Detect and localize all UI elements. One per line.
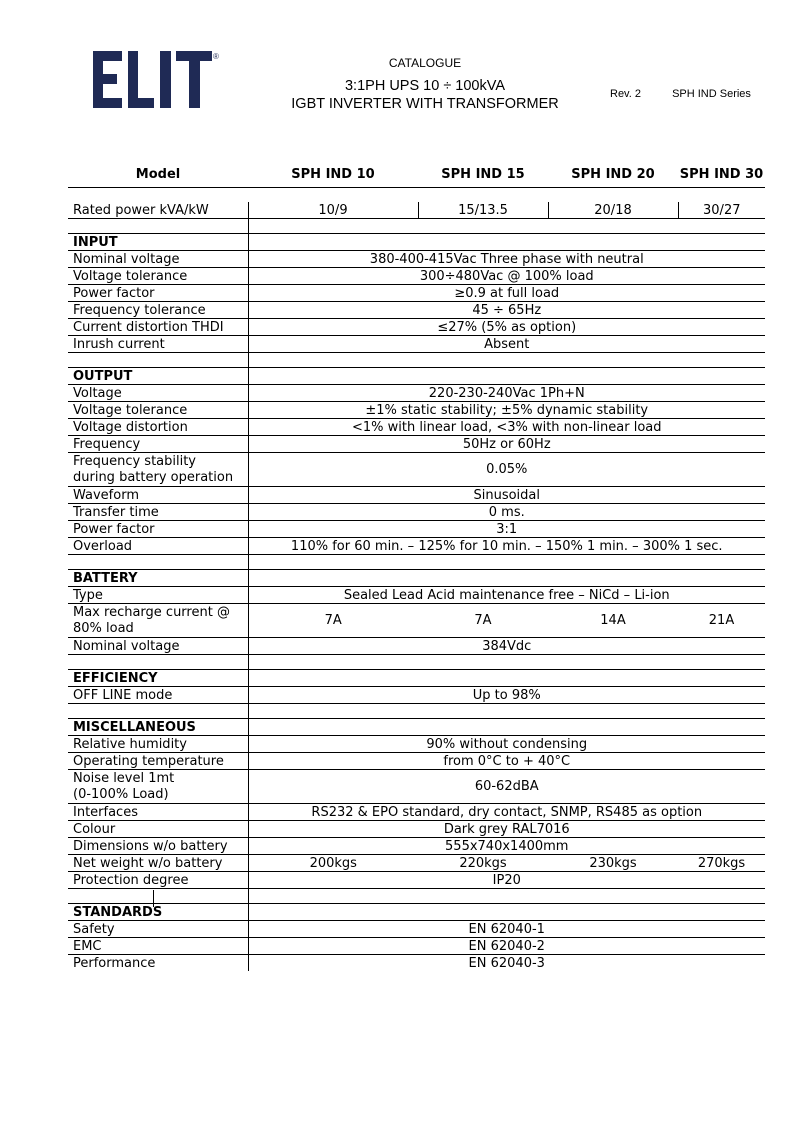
model-name: SPH IND 20 [548, 161, 678, 188]
row-label: Performance [68, 955, 248, 972]
row-value: 10/9 [248, 202, 418, 219]
revision-label: Rev. 2 [610, 88, 641, 100]
row-label: Nominal voltage [68, 251, 248, 268]
row-label: Protection degree [68, 872, 248, 889]
row-value: 14A [548, 604, 678, 638]
row-label: Nominal voltage [68, 638, 248, 655]
row-label: Voltage tolerance [68, 402, 248, 419]
row-label: Voltage [68, 385, 248, 402]
row-value: 20/18 [548, 202, 678, 219]
row-label: Frequency stability during battery operation [68, 453, 248, 487]
row-label: Max recharge current @ 80% load [68, 604, 248, 638]
row-label: Power factor [68, 285, 248, 302]
row-value: Up to 98% [248, 687, 765, 704]
row-value: EN 62040-1 [248, 921, 765, 938]
row-value: 50Hz or 60Hz [248, 436, 765, 453]
row-value: 7A [248, 604, 418, 638]
row-value: Sinusoidal [248, 487, 765, 504]
row-value: 384Vdc [248, 638, 765, 655]
model-label: Model [68, 161, 248, 188]
section-title-battery: BATTERY [68, 570, 248, 587]
row-label: Type [68, 587, 248, 604]
row-label: Voltage distortion [68, 419, 248, 436]
row-value: ≤27% (5% as option) [248, 319, 765, 336]
row-value: 60-62dBA [248, 770, 765, 804]
row-label: Frequency tolerance [68, 302, 248, 319]
series-label: SPH IND Series [672, 88, 751, 100]
spec-table [68, 161, 765, 971]
section-title-output: OUTPUT [68, 368, 248, 385]
row-value: Dark grey RAL7016 [248, 821, 765, 838]
row-value: <1% with linear load, <3% with non-linear load [248, 419, 765, 436]
row-value: 45 ÷ 65Hz [248, 302, 765, 319]
registered-mark: ® [213, 52, 219, 61]
model-header-row [68, 161, 765, 188]
elit-logo [93, 51, 221, 109]
row-label: Voltage tolerance [68, 268, 248, 285]
row-value: RS232 & EPO standard, dry contact, SNMP, RS485 as option [248, 804, 765, 821]
row-value: 270kgs [678, 855, 765, 872]
row-label: Current distortion THDI [68, 319, 248, 336]
model-name: SPH IND 30 [678, 161, 765, 188]
row-label: Noise level 1mt (0-100% Load) [68, 770, 248, 804]
row-value: 90% without condensing [248, 736, 765, 753]
section-title-misc: MISCELLANEOUS [68, 719, 248, 736]
row-label: Transfer time [68, 504, 248, 521]
row-value: ≥0.9 at full load [248, 285, 765, 302]
row-label: Relative humidity [68, 736, 248, 753]
row-value: Sealed Lead Acid maintenance free – NiCd – Li-ion [248, 587, 765, 604]
row-value: ±1% static stability; ±5% dynamic stability [248, 402, 765, 419]
row-label: Overload [68, 538, 248, 555]
row-value: 300÷480Vac @ 100% load [248, 268, 765, 285]
row-label: Dimensions w/o battery [68, 838, 248, 855]
row-label: Power factor [68, 521, 248, 538]
row-label: EMC [68, 938, 248, 955]
row-label: OFF LINE mode [68, 687, 248, 704]
row-value: 7A [418, 604, 548, 638]
title-line-1: 3:1PH UPS 10 ÷ 100kVA [344, 78, 506, 94]
row-value: 220kgs [418, 855, 548, 872]
section-title-standards: STANDARDS [68, 904, 248, 921]
row-value: 230kgs [548, 855, 678, 872]
row-value: EN 62040-3 [468, 955, 545, 971]
title-line-2: IGBT INVERTER WITH TRANSFORMER [291, 96, 559, 112]
row-label: Safety [68, 921, 248, 938]
model-name: SPH IND 15 [418, 161, 548, 188]
row-value: 200kgs [248, 855, 418, 872]
section-title-input: INPUT [68, 234, 248, 251]
row-value: Absent [248, 336, 765, 353]
row-value: 3:1 [248, 521, 765, 538]
row-label: Interfaces [68, 804, 248, 821]
row-label: Frequency [68, 436, 248, 453]
row-value: 380-400-415Vac Three phase with neutral [248, 251, 765, 268]
row-label: Colour [68, 821, 248, 838]
row-label: Inrush current [68, 336, 248, 353]
row-value: 220-230-240Vac 1Ph+N [248, 385, 765, 402]
row-value: IP20 [248, 872, 765, 889]
row-value: 555x740x1400mm [248, 838, 765, 855]
row-value: 21A [678, 604, 765, 638]
row-value: EN 62040-2 [248, 938, 765, 955]
row-label: Waveform [68, 487, 248, 504]
row-value: 0 ms. [248, 504, 765, 521]
row-value: from 0°C to + 40°C [248, 753, 765, 770]
model-name: SPH IND 10 [248, 161, 418, 188]
catalogue-label: CATALOGUE [388, 56, 462, 70]
row-value: 15/13.5 [418, 202, 548, 219]
row-label: Net weight w/o battery [68, 855, 248, 872]
row-label: Operating temperature [68, 753, 248, 770]
row-value: 0.05% [248, 453, 765, 487]
row-value: 30/27 [678, 202, 765, 219]
section-title-efficiency: EFFICIENCY [68, 670, 248, 687]
row-label: Rated power kVA/kW [68, 202, 248, 219]
rated-power-row [68, 202, 765, 219]
row-value: 110% for 60 min. – 125% for 10 min. – 150% 1 min. – 300% 1 sec. [248, 538, 765, 555]
